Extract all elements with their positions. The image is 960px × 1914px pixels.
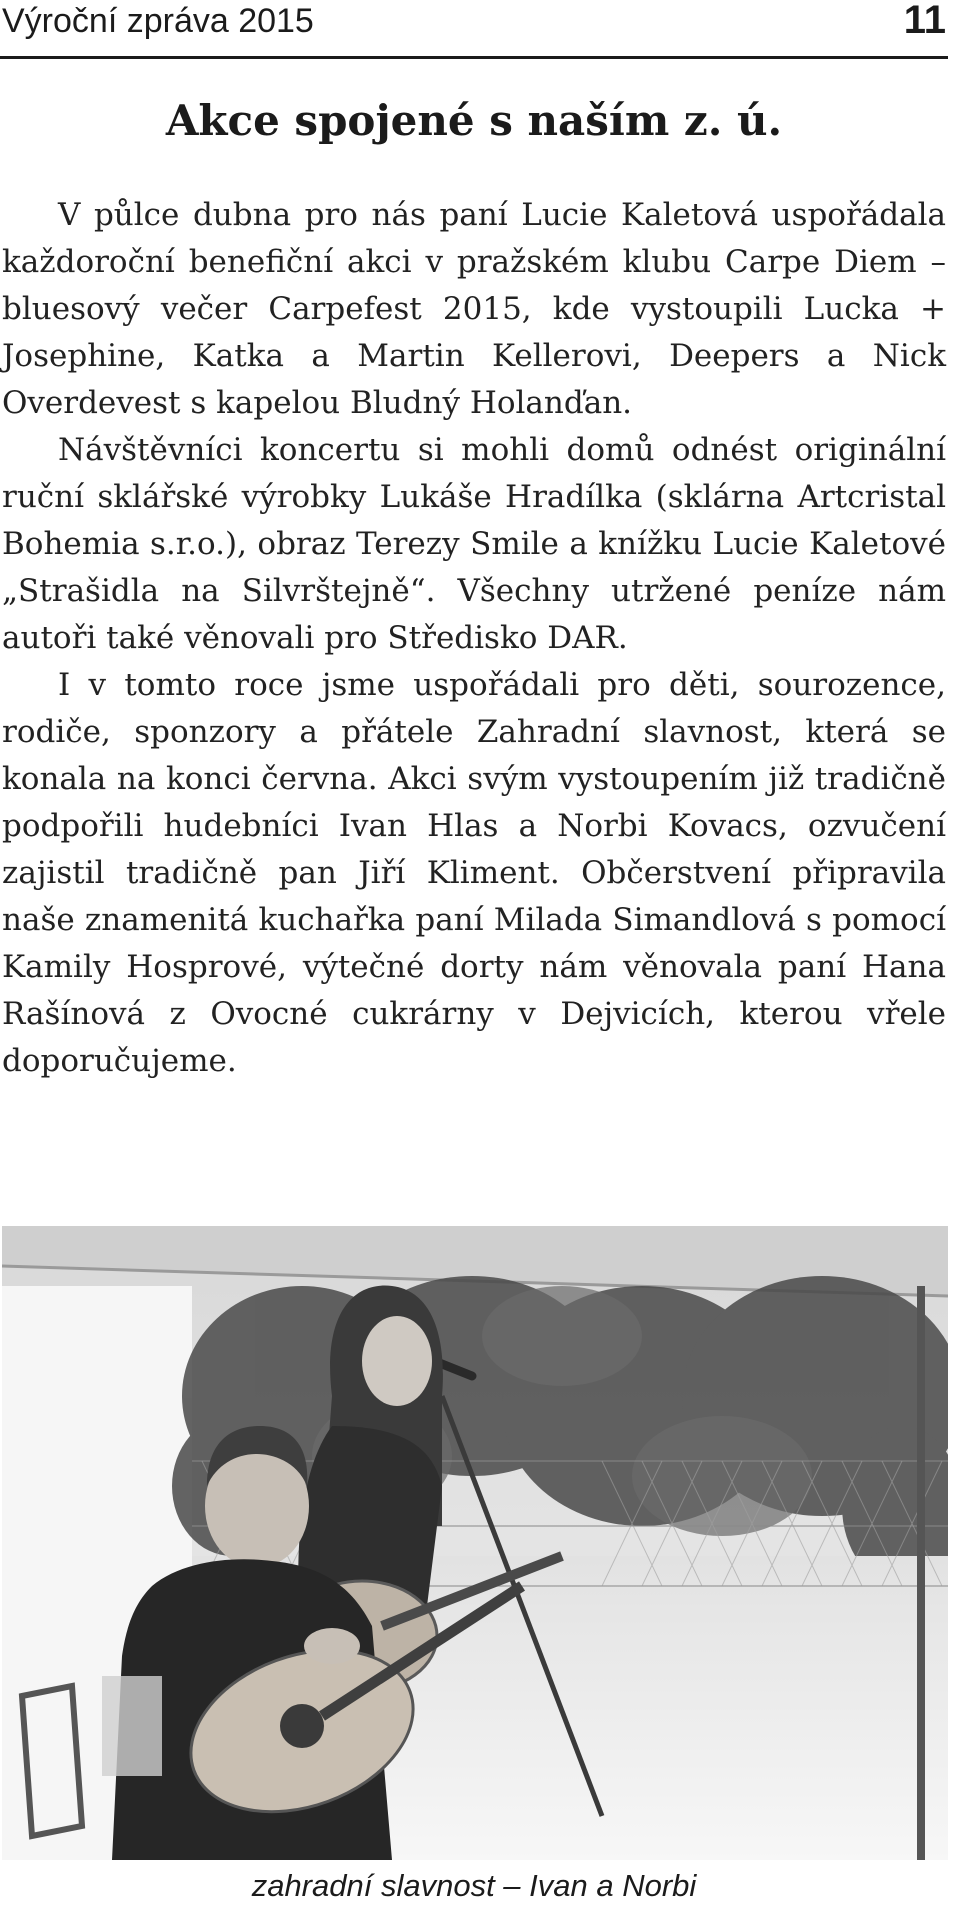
section-title: Akce spojené s naším z. ú. xyxy=(165,96,783,145)
report-title: Výroční zpráva 2015 xyxy=(2,2,314,40)
concert-photo xyxy=(2,1226,948,1860)
paragraph-garden-party: I v tomto roce jsme uspořádali pro děti, sourozence, rodiče, sponzory a přátele Zahradní slavnost, která se konala na konci června. Akci svým vystoupením již tradičně podpořili hudebníci Ivan Hlas a Norbi Kovacs, ozvučení zajistil tradičně pan Jiří Kliment. Občerstvení připravila naše znamenitá kuchařka paní Milada Simandlová s pomocí Kamily Hosprové, výtečné dorty nám věnovala paní Hana Rašínová z Ovocné cukrárny v Dejvicích, kterou vřele doporučujeme. xyxy=(2,667,946,1079)
paragraph-carpefest: V půlce dubna pro nás paní Lucie Kaletová uspořádala každoroční benefiční akci v pražském klubu Carpe Diem – bluesový večer Carpefest 2015, kde vystoupili Lucka + Josephine, Katka a Martin Kellerovi, Deepers a Nick Overdevest s kapelou Bludný Holanďan. xyxy=(2,197,946,421)
page-header xyxy=(0,0,948,59)
page-number: 11 xyxy=(903,0,946,42)
article-body xyxy=(2,192,946,1085)
photo-caption: zahradní slavnost – Ivan a Norbi xyxy=(251,1868,697,1903)
paragraph-visitors: Návštěvníci koncertu si mohli domů odnést originální ruční sklářské výrobky Lukáše Hradílka (sklárna Artcristal Bohemia s.r.o.), obraz Terezy Smile a knížku Lucie Kaletové „Strašidla na Silvrštejně“. Všechny utržené peníze nám autoři také věnovali pro Středisko DAR. xyxy=(2,432,946,656)
concert-photo-illustration xyxy=(2,1226,948,1860)
tent-pole xyxy=(917,1286,925,1860)
